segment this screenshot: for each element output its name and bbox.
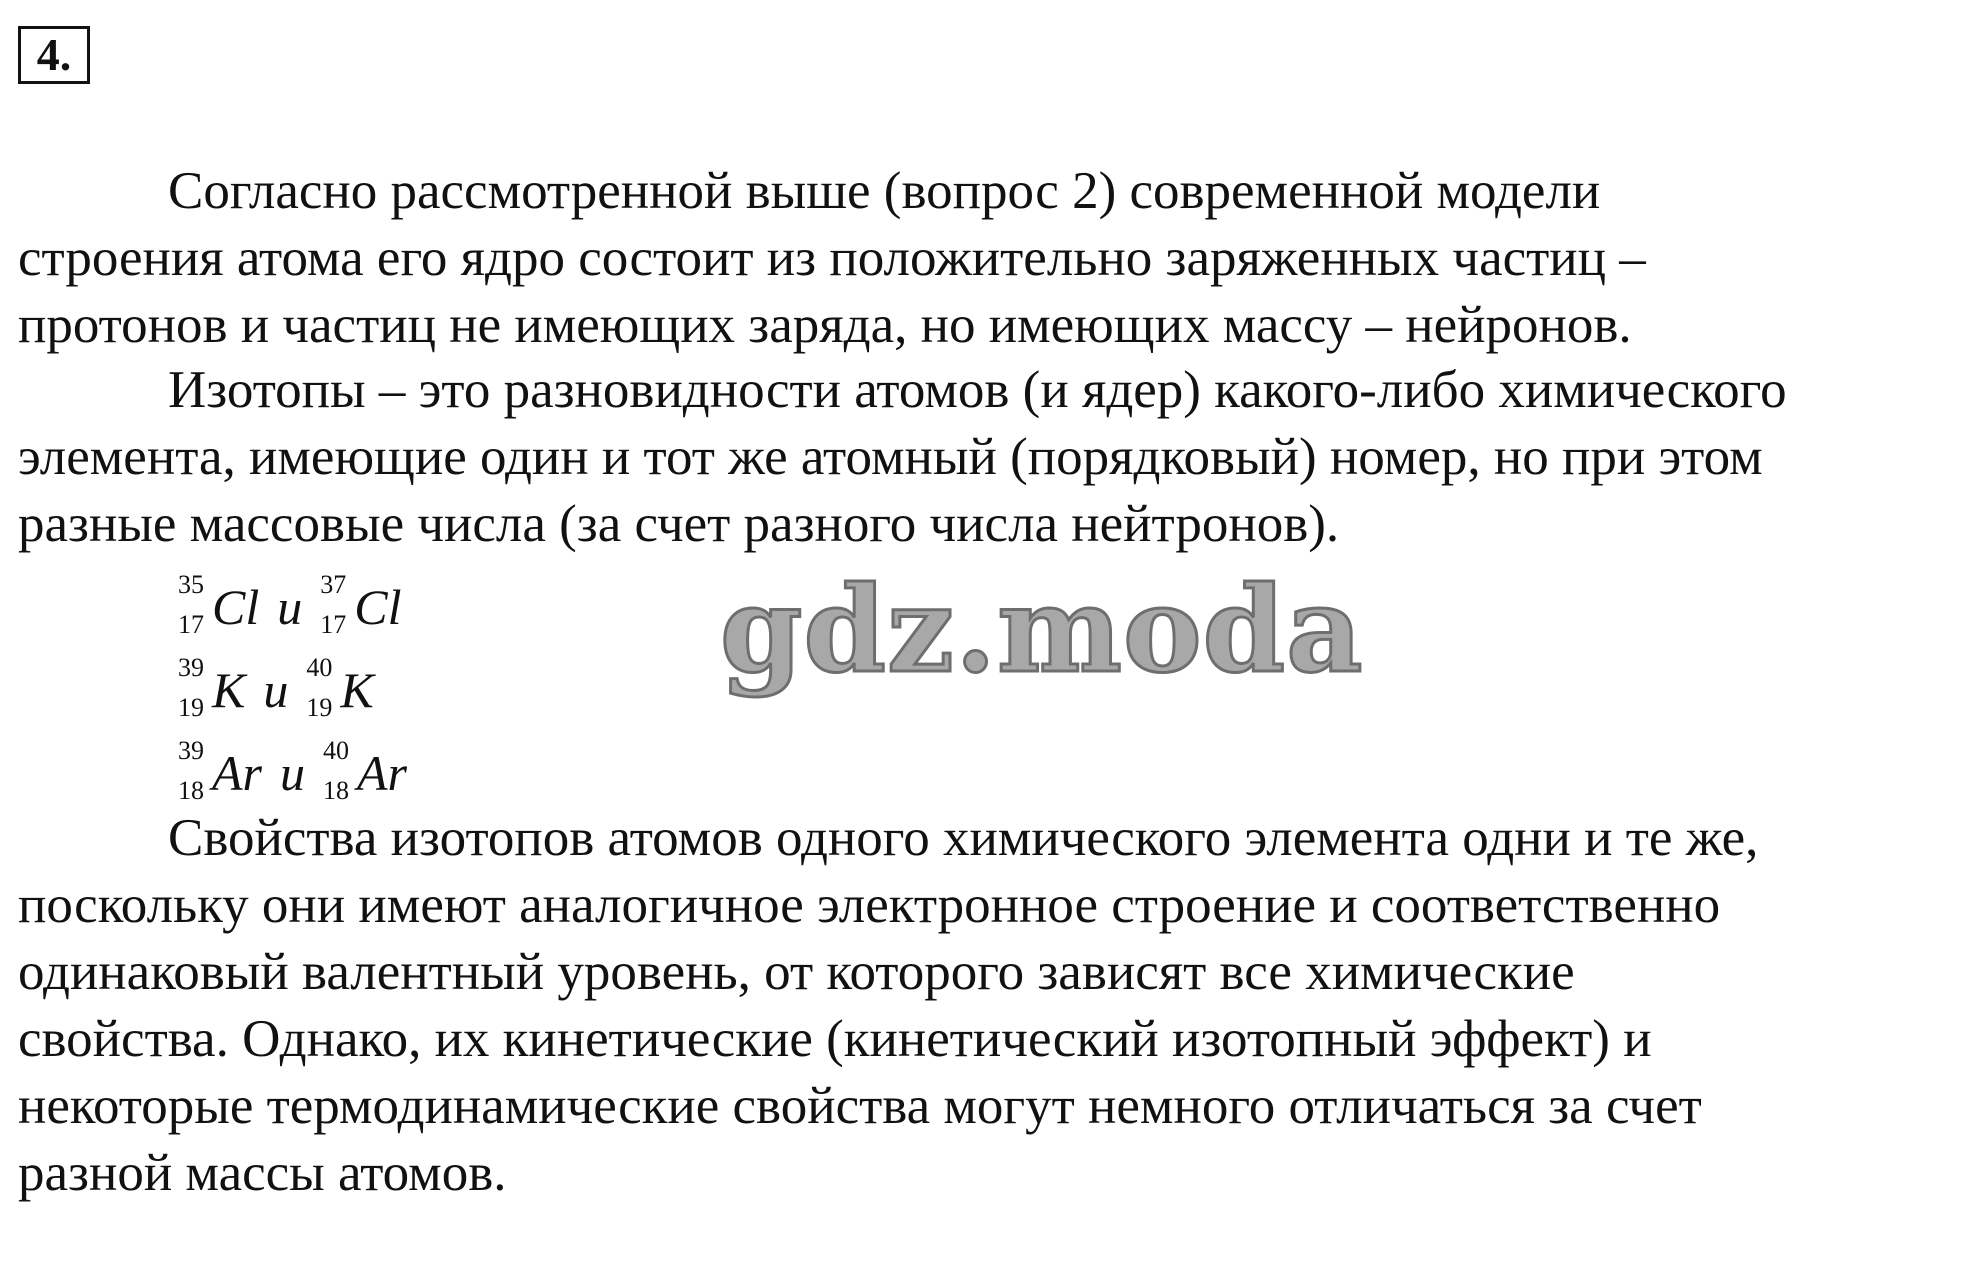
nuclide-numbers — [178, 572, 212, 642]
nuclide-numbers — [178, 655, 212, 725]
isotope-pair-argon — [178, 738, 407, 808]
element-symbol: Cl — [212, 579, 260, 635]
element-symbol: Ar — [357, 745, 407, 801]
atomic-number: 17 — [320, 610, 347, 639]
element-symbol: Cl — [354, 579, 402, 635]
text-line: строения атома его ядро состоит из положительно заряженных частиц – — [18, 229, 1646, 287]
nuclide-numbers — [320, 572, 354, 642]
paragraph-model — [18, 158, 1978, 359]
text-line: Свойства изотопов атомов одного химического элемента одни и те же, — [168, 809, 1759, 867]
atomic-number: 19 — [178, 693, 204, 722]
text-line: Согласно рассмотренной выше (вопрос 2) современной модели — [168, 162, 1601, 220]
conjunction: и — [280, 745, 305, 801]
nuclide — [178, 572, 259, 642]
conjunction: и — [263, 662, 289, 718]
nuclide-numbers — [323, 738, 357, 808]
text-line: поскольку они имеют аналогичное электронное строение и соответственно — [18, 876, 1721, 934]
text-line: протонов и частиц не имеющих заряда, но имеющих массу – нейронов. — [18, 296, 1632, 354]
nuclide — [306, 655, 373, 725]
watermark-logo: gdz.moda — [720, 560, 1364, 699]
nuclide — [320, 572, 401, 642]
paragraph-isotopes-definition — [18, 357, 1978, 558]
element-symbol: K — [340, 662, 374, 718]
task-number-box: 4. — [18, 26, 90, 84]
paragraph-isotope-properties — [18, 805, 1978, 1207]
element-symbol: K — [212, 662, 246, 718]
nuclide-numbers — [178, 738, 212, 808]
text-line: одинаковый валентный уровень, от которого зависят все химические — [18, 943, 1575, 1001]
mass-number: 40 — [306, 653, 333, 682]
mass-number: 37 — [320, 570, 347, 599]
atomic-number: 17 — [178, 610, 204, 639]
atomic-number: 19 — [306, 693, 333, 722]
text-line: Изотопы – это разновидности атомов (и ядер) какого-либо химического — [168, 361, 1787, 419]
atomic-number: 18 — [323, 776, 349, 805]
isotope-pair-chlorine — [178, 572, 402, 642]
text-line: элемента, имеющие один и тот же атомный (порядковый) номер, но при этом — [18, 428, 1763, 486]
text-line: свойства. Однако, их кинетические (кинетический изотопный эффект) и — [18, 1010, 1652, 1068]
element-symbol: Ar — [212, 745, 262, 801]
nuclide — [178, 738, 262, 808]
mass-number: 40 — [323, 736, 349, 765]
atomic-number: 18 — [178, 776, 204, 805]
text-line: разные массовые числа (за счет разного числа нейтронов). — [18, 495, 1340, 553]
mass-number: 39 — [178, 653, 204, 682]
isotope-pair-potassium — [178, 655, 374, 725]
mass-number: 39 — [178, 736, 204, 765]
text-line: некоторые термодинамические свойства могут немного отличаться за счет — [18, 1077, 1702, 1135]
conjunction: и — [277, 579, 303, 635]
nuclide-numbers — [306, 655, 340, 725]
nuclide — [178, 655, 245, 725]
nuclide — [323, 738, 407, 808]
text-line: разной массы атомов. — [18, 1144, 507, 1202]
mass-number: 35 — [178, 570, 204, 599]
